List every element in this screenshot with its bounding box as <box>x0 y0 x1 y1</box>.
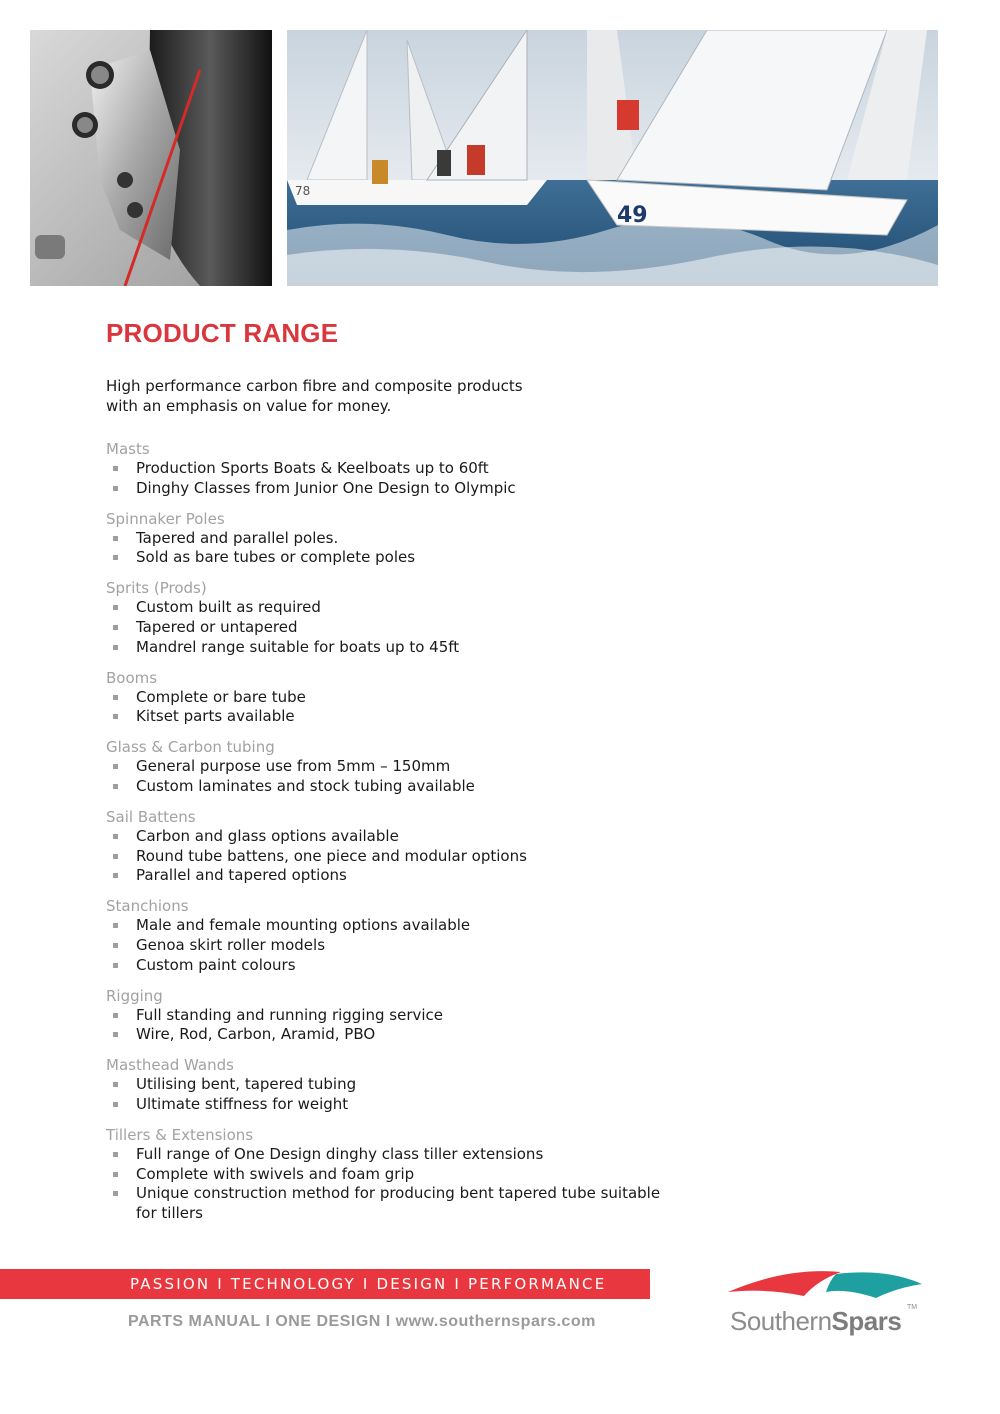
list-item: Production Sports Boats & Keelboats up to 60ft <box>106 459 666 479</box>
sailing-regatta-illustration <box>287 30 938 286</box>
list-item: Unique construction method for producing bent tapered tube suitable for tillers <box>106 1184 666 1224</box>
sailing-regatta-photo <box>287 30 938 286</box>
product-section <box>106 509 666 569</box>
bullet-list <box>106 1006 666 1046</box>
product-sections <box>106 439 666 1234</box>
list-item: General purpose use from 5mm – 150mm <box>106 757 666 777</box>
bullet-list <box>106 1075 666 1115</box>
list-item: Wire, Rod, Carbon, Aramid, PBO <box>106 1025 666 1045</box>
list-item: Genoa skirt roller models <box>106 936 666 956</box>
bullet-list <box>106 459 666 499</box>
list-item: Kitset parts available <box>106 707 666 727</box>
footer-line: PARTS MANUAL I ONE DESIGN I www.southernspars.com <box>128 1313 596 1330</box>
product-section <box>106 578 666 657</box>
section-title: Booms <box>106 668 158 687</box>
bullet-list <box>106 529 666 569</box>
bullet-list <box>106 757 666 797</box>
list-item: Complete or bare tube <box>106 688 666 708</box>
section-title: Tillers & Extensions <box>106 1125 254 1144</box>
bullet-list <box>106 1145 666 1224</box>
section-title: Stanchions <box>106 897 189 916</box>
product-section <box>106 737 666 797</box>
logo-trademark: TM <box>907 1304 918 1311</box>
product-section <box>106 1125 666 1224</box>
list-item: Full standing and running rigging service <box>106 1006 666 1026</box>
product-section <box>106 1055 666 1115</box>
bullet-list <box>106 916 666 975</box>
product-section <box>106 896 666 975</box>
logo-swoosh-icon <box>726 1262 926 1306</box>
section-title: Spinnaker Poles <box>106 509 225 528</box>
list-item: Complete with swivels and foam grip <box>106 1165 666 1185</box>
list-item: Tapered and parallel poles. <box>106 529 666 549</box>
product-section <box>106 439 666 499</box>
list-item: Round tube battens, one piece and modular options <box>106 847 666 867</box>
tagline-text: PASSION I TECHNOLOGY I DESIGN I PERFORMANCE <box>130 1275 607 1293</box>
logo-word-spars: Spars <box>831 1306 902 1336</box>
product-section <box>106 986 666 1046</box>
list-item: Dinghy Classes from Junior One Design to Olympic <box>106 479 666 499</box>
list-item: Ultimate stiffness for weight <box>106 1095 666 1115</box>
bullet-list <box>106 598 666 657</box>
section-title: Sprits (Prods) <box>106 579 207 598</box>
bullet-list <box>106 688 666 728</box>
carbon-fitting-photo <box>30 30 272 286</box>
southern-spars-logo <box>726 1262 926 1342</box>
logo-word-southern: Southern <box>730 1306 832 1336</box>
product-section <box>106 807 666 886</box>
sail-number-left: 78 <box>295 184 311 198</box>
section-title: Masts <box>106 440 150 458</box>
section-title: Glass & Carbon tubing <box>106 738 275 757</box>
bullet-list <box>106 827 666 886</box>
list-item: Male and female mounting options available <box>106 916 666 936</box>
list-item: Utilising bent, tapered tubing <box>106 1075 666 1095</box>
list-item: Carbon and glass options available <box>106 827 666 847</box>
list-item: Sold as bare tubes or complete poles <box>106 548 666 568</box>
section-title: Sail Battens <box>106 807 196 826</box>
section-title: Rigging <box>106 986 163 1005</box>
list-item: Parallel and tapered options <box>106 866 666 886</box>
list-item: Tapered or untapered <box>106 618 666 638</box>
intro-paragraph: High performance carbon fibre and composite products with an emphasis on value for money. <box>106 377 523 415</box>
list-item: Full range of One Design dinghy class tiller extensions <box>106 1145 666 1165</box>
section-title: Masthead Wands <box>106 1056 234 1075</box>
list-item: Custom built as required <box>106 598 666 618</box>
logo-wordmark <box>730 1306 901 1336</box>
tagline-band <box>0 1269 650 1299</box>
product-section <box>106 668 666 728</box>
sail-number-main: 49 <box>617 203 648 228</box>
page-title: PRODUCT RANGE <box>106 318 339 348</box>
list-item: Custom paint colours <box>106 956 666 976</box>
list-item: Mandrel range suitable for boats up to 45ft <box>106 638 666 658</box>
list-item: Custom laminates and stock tubing available <box>106 777 666 797</box>
carbon-fitting-illustration <box>30 30 272 286</box>
